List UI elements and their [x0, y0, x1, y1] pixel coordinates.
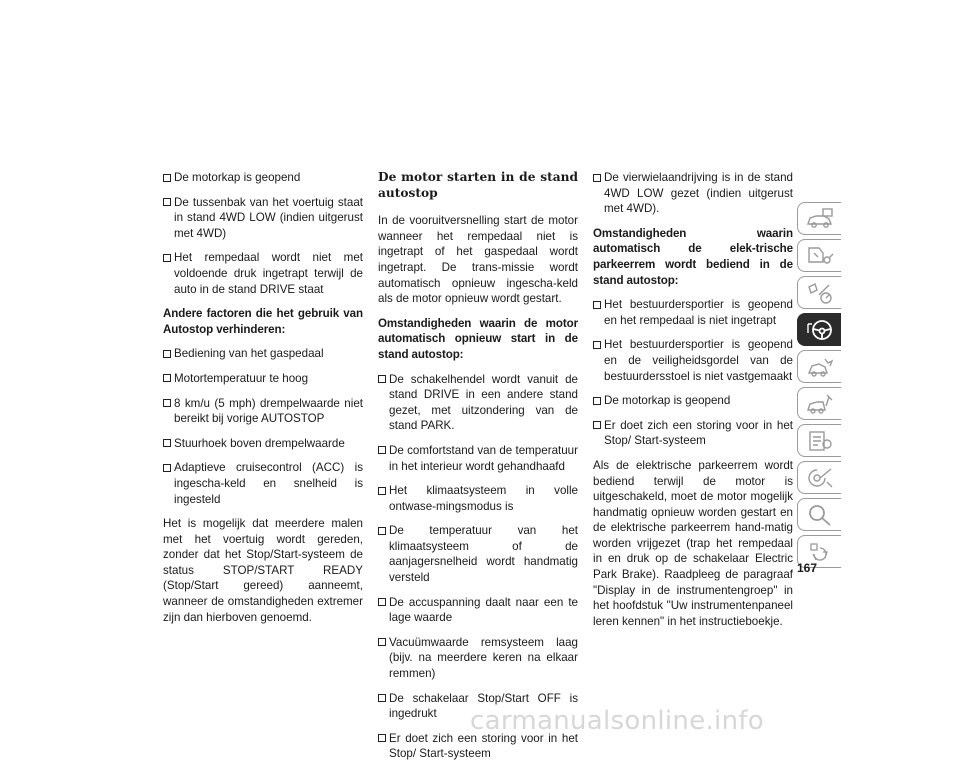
- car-info-icon: [805, 207, 835, 231]
- bullet-list: [593, 170, 793, 217]
- bullet-list: [163, 346, 363, 507]
- maintenance-icon: [805, 429, 835, 453]
- body-paragraph: Het is mogelijk dat meerdere malen met het voertuig wordt gereden, zonder dat het Stop/Start-systeem de status STOP/START READY (Stop/Start gereed) aanneemt, wanneer de omstandigheden extremer zijn dan hierboven genoemd.: [163, 517, 363, 624]
- tab-car-info[interactable]: [797, 202, 841, 235]
- language-icon: [805, 540, 835, 564]
- section-title: De motor starten in de stand autostop: [378, 170, 578, 200]
- list-item: De schakelaar Stop/Start OFF is ingedrukt: [378, 691, 578, 722]
- collision-icon: [805, 355, 835, 379]
- list-item: Het rempedaal wordt niet met voldoende druk ingetrapt terwijl de auto in de stand DRIVE staat: [163, 250, 363, 297]
- list-item: Stuurhoek boven drempelwaarde: [163, 436, 363, 452]
- list-item: Het bestuurdersportier is geopend en de veiligheidsgordel van de bestuurdersstoel is niet vastgemaakt: [593, 337, 793, 384]
- list-item: 8 km/u (5 mph) drempelwaarde niet bereikt bij vorige AUTOSTOP: [163, 396, 363, 427]
- list-item: Vacuümwaarde remsysteem laag (bijv. na meerdere keren na elkaar remmen): [378, 635, 578, 682]
- list-item: Motortemperatuur te hoog: [163, 371, 363, 387]
- list-item: De comfortstand van de temperatuur in het interieur wordt gehandhaafd: [378, 443, 578, 474]
- steering-wheel-icon: [805, 318, 835, 342]
- tab-servicing[interactable]: [797, 387, 841, 420]
- column-left: [163, 170, 363, 634]
- list-item: Adaptieve cruisecontrol (ACC) is ingescha-keld en snelheid is ingesteld: [163, 460, 363, 507]
- tab-instruments[interactable]: [797, 276, 841, 309]
- section-heading: Andere factoren die het gebruik van Autostop verhinderen:: [163, 307, 363, 336]
- list-item: De accuspanning daalt naar een te lage waarde: [378, 595, 578, 626]
- list-item: De motorkap is geopend: [593, 393, 793, 409]
- list-item: De tussenbak van het voertuig staat in stand 4WD LOW (indien uitgerust met 4WD): [163, 195, 363, 242]
- tab-keys[interactable]: [797, 239, 841, 272]
- list-item: Het klimaatsysteem in volle ontwase-mingsmodus is: [378, 483, 578, 514]
- list-item: Er doet zich een storing voor in het Stop/ Start-systeem: [378, 731, 578, 762]
- specifications-icon: [805, 466, 835, 490]
- list-item: Het bestuurdersportier is geopend en het rempedaal is niet ingetrapt: [593, 297, 793, 328]
- column-right: [593, 170, 793, 638]
- body-paragraph: Als de elektrische parkeerrem wordt bediend terwijl de motor is uitgeschakeld, moet de motor mogelijk handmatig opnieuw worden gestart en de elektrische parkeerrem hand-matig worden vrijgezet (trap het rempedaal in en druk op de schakelaar Electric Park Brake). Raadpleeg de paragraaf "Display in de instrumentengroep" in het hoofdstuk "Uw instrumentenpaneel leren kennen" in het instructieboekje.: [593, 458, 793, 628]
- list-item: Bediening van het gaspedaal: [163, 346, 363, 362]
- instrument-icon: [805, 281, 835, 305]
- tab-starting-operating[interactable]: [797, 313, 841, 346]
- tab-emergency[interactable]: [797, 350, 841, 383]
- section-heading: Omstandigheden waarin automatisch de elek-trische parkeerrem wordt bediend in de stand autostop:: [593, 226, 793, 287]
- list-item: De temperatuur van het klimaatsysteem of de aanjagersnelheid wordt handmatig versteld: [378, 523, 578, 585]
- list-item: De motorkap is geopend: [163, 170, 363, 186]
- magnifier-icon: [805, 503, 835, 527]
- bullet-list: [378, 372, 578, 762]
- tab-technical[interactable]: [797, 461, 841, 494]
- chapter-tabs: [797, 202, 841, 572]
- list-item: De vierwielaandrijving is in de stand 4WD LOW gezet (indien uitgerust met 4WD).: [593, 170, 793, 217]
- page-number: 167: [797, 561, 818, 575]
- section-heading: Omstandigheden waarin de motor automatisch opnieuw start in de stand autostop:: [378, 316, 578, 361]
- watermark: carmanualsonline.info: [470, 706, 765, 736]
- key-icon: [805, 244, 835, 268]
- service-icon: [805, 392, 835, 416]
- bullet-list: [593, 297, 793, 449]
- tab-maintenance[interactable]: [797, 424, 841, 457]
- list-item: Er doet zich een storing voor in het Stop/ Start-systeem: [593, 418, 793, 449]
- tab-index[interactable]: [797, 498, 841, 531]
- body-paragraph: In de vooruitversnelling start de motor wanneer het rempedaal niet is ingetrapt of het gaspedaal wordt ingetrapt. De trans-missie wordt automatisch opnieuw ingescha-keld als de motor opnieuw wordt gestart.: [378, 214, 578, 306]
- list-item: De schakelhendel wordt vanuit de stand DRIVE in een andere stand gezet, met uitzondering van de stand PARK.: [378, 372, 578, 434]
- column-middle: [378, 170, 578, 771]
- bullet-list: [163, 170, 363, 297]
